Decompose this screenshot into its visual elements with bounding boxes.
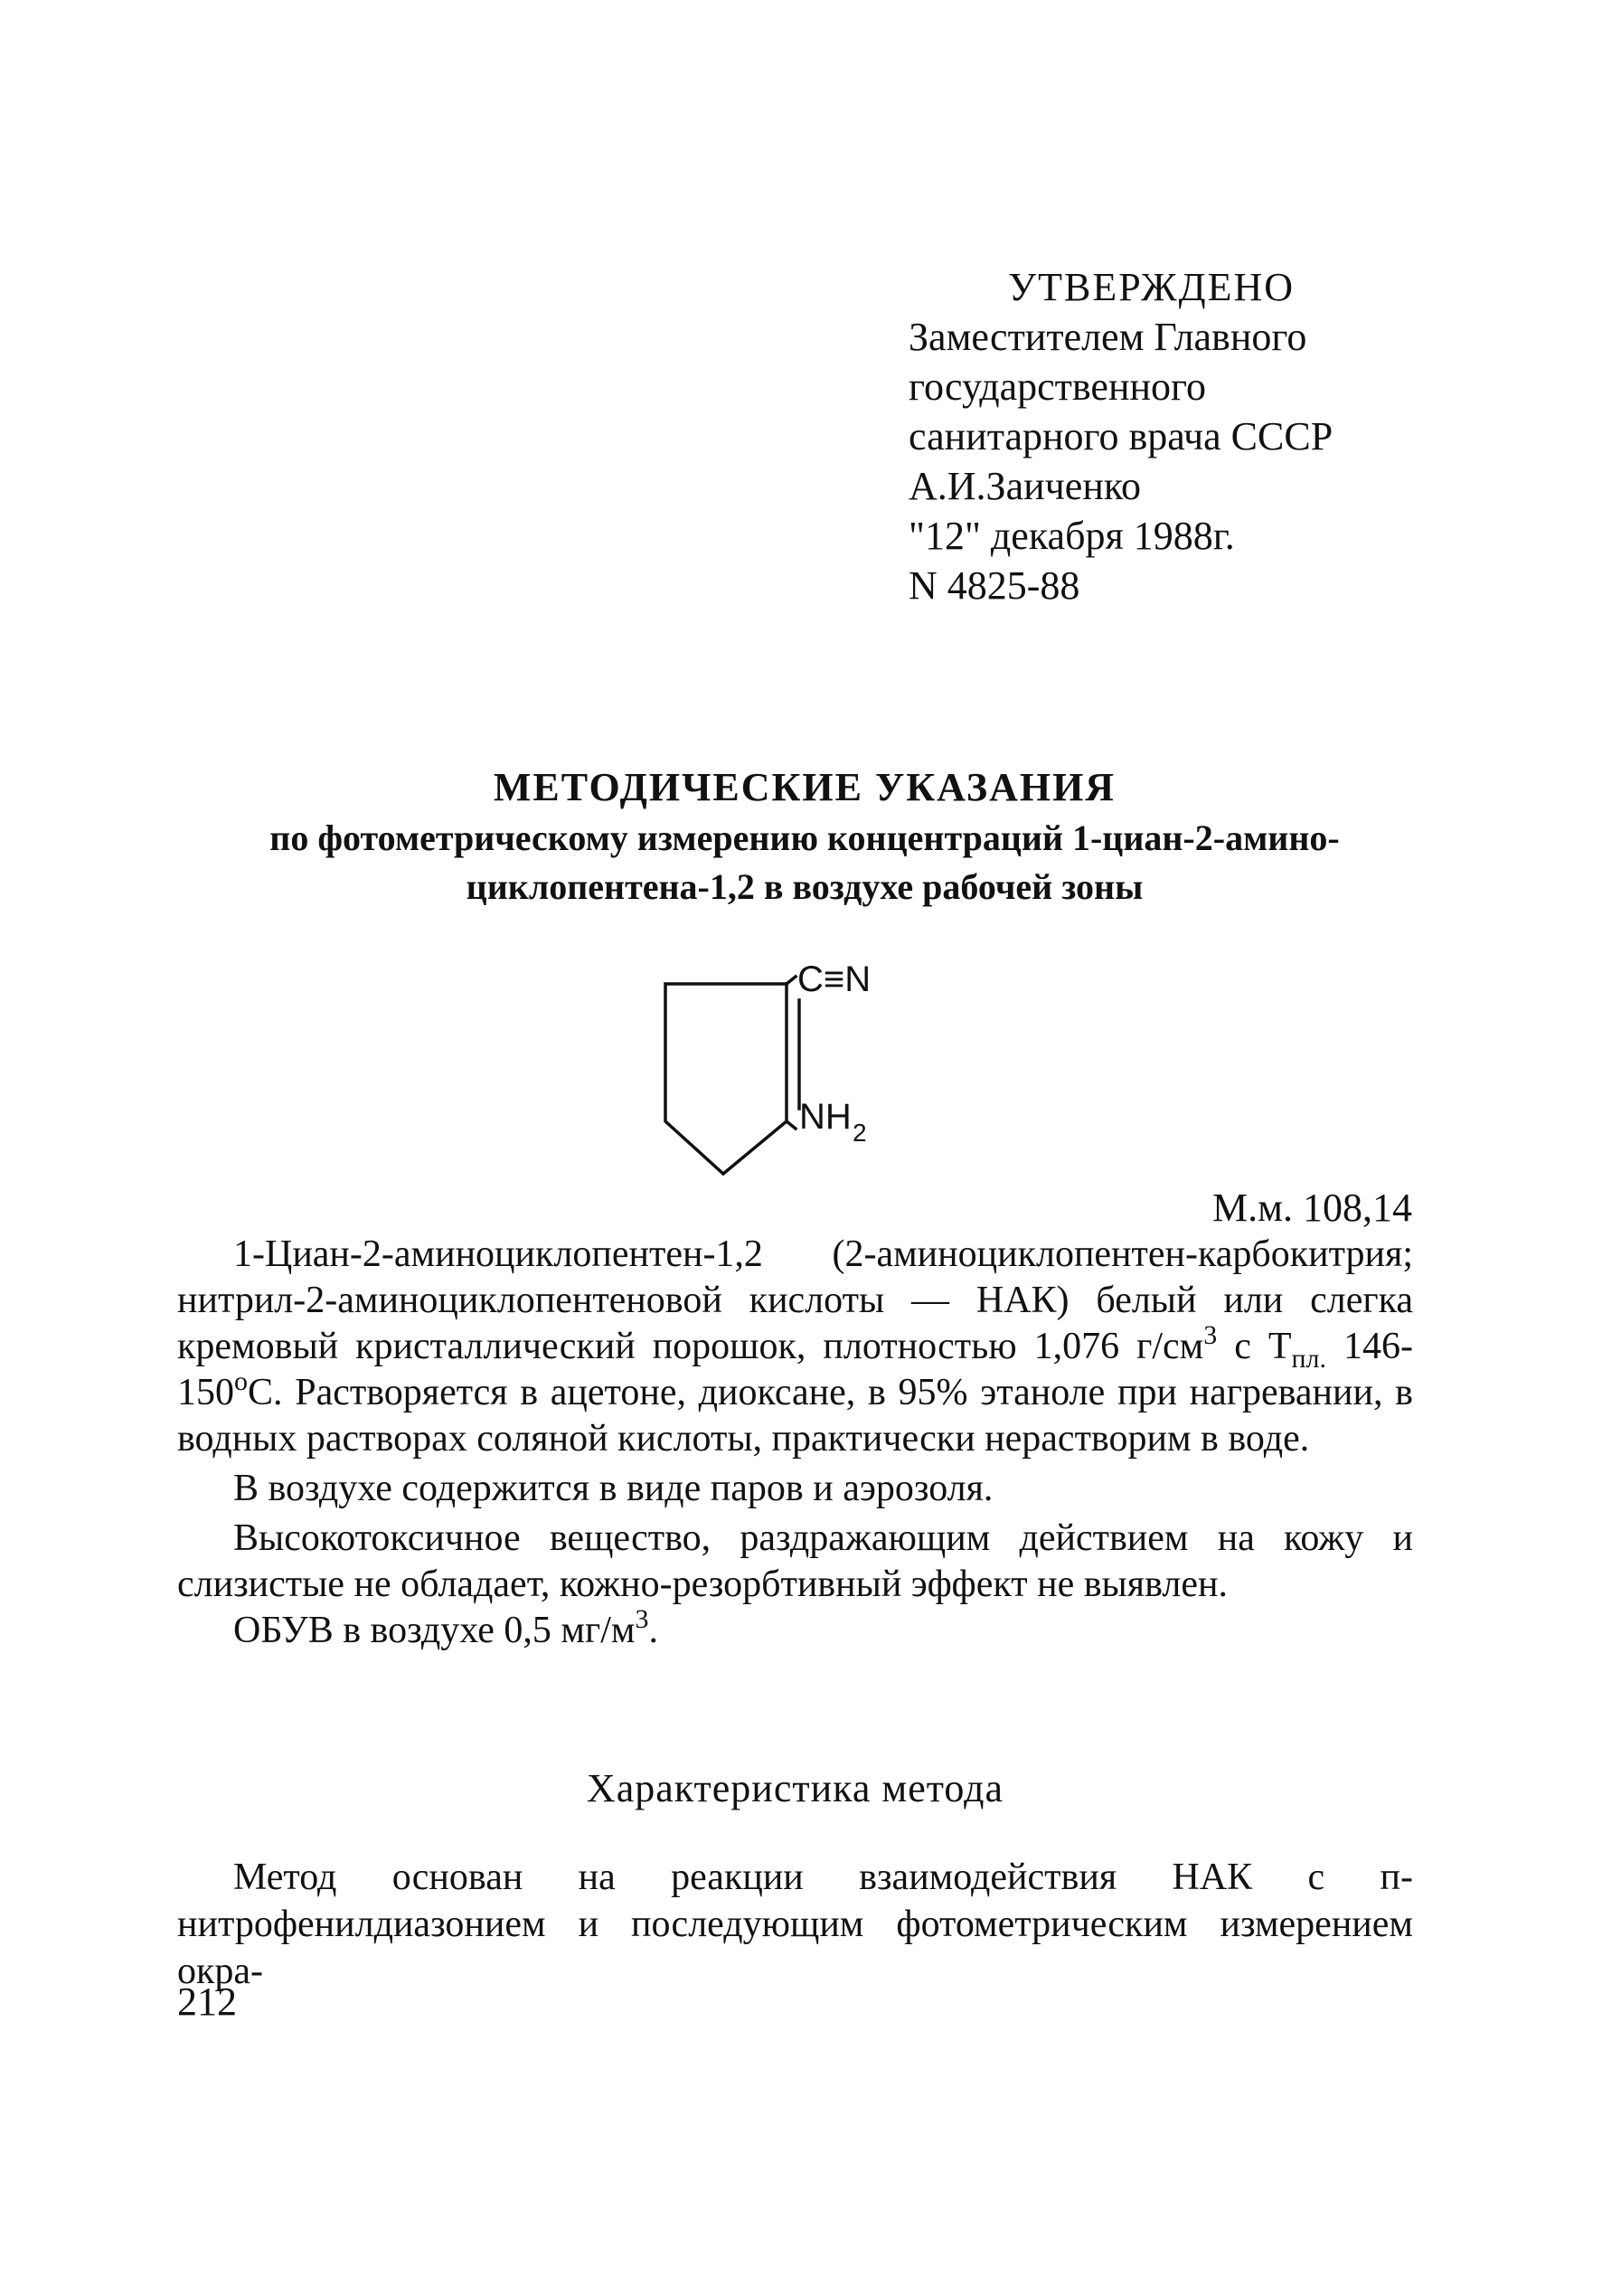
text-span: 1-Циан-2-аминоциклопентен-1,2 (2-аминоциклопентен-карбокитрия; нитрил-2-аминоциклопентеновой кислоты — НАК) белый или слегка кремовый кристаллический порошок, плотностью 1,076 г/см (177, 1233, 1413, 1367)
text-span: ОБУВ в воздухе 0,5 мг/м (233, 1610, 636, 1651)
method-text (177, 1854, 1413, 1995)
approval-date: "12" декабря 1988г. (909, 514, 1235, 558)
description-paragraph (177, 1232, 1413, 1462)
approval-number: N 4825-88 (909, 563, 1080, 608)
approval-line: А.И.Заиченко (909, 464, 1142, 508)
structural-formula (633, 940, 976, 1203)
nitrile-group-label: C≡N (797, 959, 872, 999)
document-title (163, 761, 1447, 912)
title-sub-line: по фотометрическому измерению концентраций 1-циан-2-амино- (269, 817, 1340, 858)
approval-line: Заместителем Главного (909, 315, 1307, 359)
subscript: пл. (1291, 1344, 1327, 1374)
body-text (177, 1232, 1413, 1654)
toxicity-paragraph: Высокотоксичное вещество, раздражающим действием на кожу и слизистые не обладает, кожно-резорбтивный эффект не выявлен. (177, 1517, 1413, 1605)
approval-block (909, 262, 1487, 610)
approval-line: государственного (909, 364, 1206, 409)
title-main: МЕТОДИЧЕСКИЕ УКАЗАНИЯ (493, 765, 1117, 809)
section-heading: Характеристика метода (586, 1766, 1004, 1810)
aerosol-paragraph: В воздухе содержится в виде паров и аэрозоля. (233, 1468, 994, 1509)
text-span: с Т (1217, 1326, 1292, 1367)
amino-subscript: 2 (853, 1119, 867, 1147)
method-paragraph: Метод основан на реакции взаимодействия НАК с п-нитрофенилдиазонием и последующим фотометрическим измерением окра- (177, 1857, 1413, 1992)
degree-sign: о (234, 1366, 248, 1396)
obuv-paragraph (177, 1604, 1413, 1654)
molar-mass: М.м. 108,14 (1212, 1186, 1412, 1230)
approval-stamp: УТВЕРЖДЕНО (1008, 265, 1296, 309)
amino-group-label: NH (799, 1097, 852, 1137)
text-span: С. Растворяется в ацетоне, диоксане, в 95% этаноле при нагревании, в водных растворах соляной кислоты, практически нерастворим в воде. (177, 1372, 1413, 1460)
text-span: . (648, 1610, 658, 1651)
approval-line: санитарного врача СССР (909, 414, 1333, 458)
text-span: 146-150 (177, 1326, 1413, 1413)
title-sub-line: циклопентена-1,2 в воздухе рабочей зоны (466, 866, 1144, 907)
superscript: 3 (1203, 1320, 1218, 1350)
superscript: 3 (635, 1604, 649, 1634)
page-number: 212 (177, 1979, 237, 2024)
